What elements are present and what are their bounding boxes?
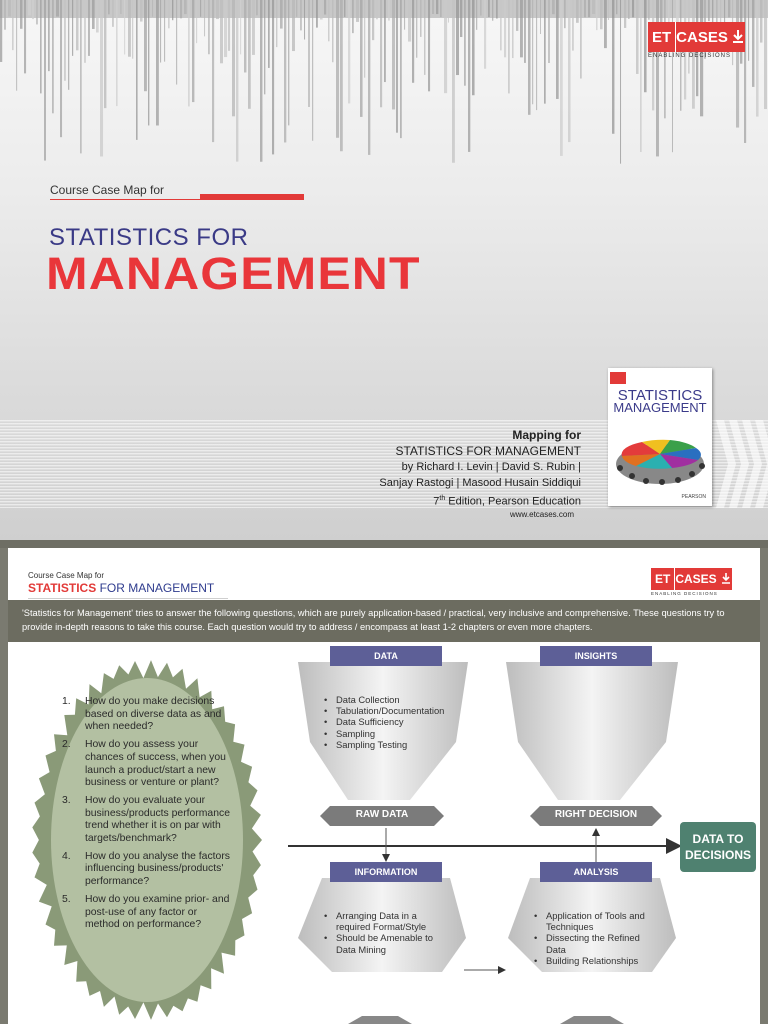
etcases-logo-small (651, 568, 732, 596)
questions-list (62, 696, 230, 937)
bullet-item (534, 910, 660, 932)
bullet-text: Data Sufficiency (336, 716, 404, 728)
insights-label: INSIGHTS (540, 646, 652, 666)
bullet-item (324, 910, 448, 932)
logo-et-small: ET (651, 568, 674, 590)
data-items-list (324, 694, 464, 750)
etcases-logo (648, 22, 745, 59)
data-to-decisions-box (680, 822, 756, 872)
question-text: How do you make decisions based on diverse data as and when needed? (85, 696, 222, 733)
edition-text: Edition, Pearson Education (445, 495, 581, 508)
page-title (28, 581, 214, 595)
dtd-line1: DATA TO (692, 832, 744, 846)
download-icon (731, 22, 745, 52)
bullet-text: Tabulation/Documentation (336, 705, 445, 717)
bullet-item (324, 728, 464, 739)
information-label: INFORMATION (330, 862, 442, 882)
bullet-icon: • (534, 910, 538, 921)
book-cover-title2: MANAGEMENT (613, 400, 707, 415)
edition-number: 7 (433, 495, 440, 508)
question-item (62, 795, 230, 846)
bullet-item (534, 932, 660, 954)
data-to-decisions-flow (278, 642, 760, 1024)
cover-title-line1: STATISTICS FOR (49, 224, 249, 251)
question-item (62, 739, 230, 790)
bullet-text: Sampling Testing (336, 738, 408, 750)
raw-data-label: RAW DATA (355, 809, 409, 820)
authors-line-2: Sanjay Rastogi | Masood Husain Siddiqui (379, 477, 581, 489)
case-map-content (8, 642, 760, 1024)
bullet-icon: • (534, 932, 538, 944)
logo-cases-small: CASES (675, 568, 719, 590)
logo-tagline-small: ENABLING DECISIONS (651, 591, 718, 596)
bullet-text: Dissecting the Refined Data (546, 932, 640, 955)
book-publisher: PEARSON (681, 494, 706, 500)
book-cover-title1: STATISTICS (617, 387, 703, 404)
bullet-text: Application of Tools and Techniques (546, 910, 645, 933)
dtd-line2: DECISIONS (684, 848, 751, 862)
question-item (62, 696, 230, 734)
question-number: 1. (62, 696, 71, 707)
case-map-page (8, 548, 760, 1024)
right-decision-label: RIGHT DECISION (554, 809, 638, 820)
question-number: 4. (62, 850, 71, 862)
bullet-icon: • (324, 727, 328, 739)
question-text: How do you evaluate your business/products performance trend whether it is on par with targets/benchmark? (85, 794, 230, 845)
bullet-item (324, 739, 464, 750)
insights-funnel (506, 662, 678, 800)
page-divider (0, 540, 768, 548)
page-header (8, 548, 760, 600)
question-number: 3. (62, 794, 71, 806)
analysis-items-list (534, 910, 660, 966)
analysis-label: ANALYSIS (540, 862, 652, 882)
edition-line (379, 491, 581, 510)
page-title-red: STATISTICS (28, 581, 97, 595)
bullet-item (324, 694, 464, 705)
bullet-text: Should be Amenable to Data Mining (336, 932, 433, 955)
download-icon (720, 568, 732, 590)
edition-suffix: th (439, 495, 446, 502)
logo-cases: CASES (676, 22, 731, 52)
bullet-text: Sampling (336, 727, 376, 739)
book-cover-image (608, 368, 712, 506)
bullet-icon: • (324, 932, 328, 944)
question-number: 2. (62, 739, 71, 751)
page-kicker: Course Case Map for (28, 571, 105, 580)
bullet-icon: • (324, 705, 328, 717)
cover-kicker: Course Case Map for (50, 183, 165, 197)
question-item (62, 894, 230, 932)
kicker-accent-bar (200, 194, 304, 199)
intro-paragraph: 'Statistics for Management' tries to answer the following questions, which are purely application-based / practical, very inclusive and comprehensive. These questions try to provide in-depth reasons to take this course. Each question would try to address / encompass at least 1-2 chapters or even more chapters. (8, 600, 760, 642)
website-url: www.etcases.com (510, 510, 575, 519)
bullet-icon: • (534, 954, 538, 966)
information-items-list (324, 910, 448, 955)
mapping-block (379, 427, 581, 510)
bullet-text: Building Relationships (546, 954, 639, 966)
question-text: How do you assess your chances of success, when you launch a product/start a new business or venture or plant? (85, 739, 226, 789)
cover-title-line2: MANAGEMENT (46, 248, 421, 299)
logo-tagline: ENABLING DECISIONS (648, 53, 732, 59)
bullet-item (324, 932, 448, 954)
data-label: DATA (330, 646, 442, 666)
edition-badge (610, 372, 626, 384)
bullet-icon: • (324, 694, 328, 705)
question-text: How do you analyse the factors influencing business/products' performance? (85, 850, 230, 888)
question-item (62, 851, 230, 889)
bullet-text: Data Collection (336, 694, 400, 705)
bullet-icon: • (324, 910, 328, 921)
meeting-table-illustration (612, 424, 708, 488)
logo-et: ET (648, 22, 675, 52)
header-rule (28, 598, 228, 599)
question-number: 5. (62, 893, 71, 905)
mapping-book-title: STATISTICS FOR MANAGEMENT (395, 444, 581, 458)
authors-line-1: by Richard I. Levin | David S. Rubin | (401, 461, 581, 473)
bullet-item (534, 955, 660, 966)
bullet-item (324, 716, 464, 727)
bullet-text: Arranging Data in a required Format/Style (336, 910, 427, 933)
bullet-item (324, 705, 464, 716)
kicker-underline (50, 199, 304, 200)
question-text: How do you examine prior- and post-use of any factor or method on performance? (85, 893, 230, 931)
page-title-blue: FOR MANAGEMENT (96, 581, 215, 595)
bullet-icon: • (324, 738, 328, 750)
mapping-heading: Mapping for (512, 428, 581, 442)
bullet-icon: • (324, 716, 328, 728)
